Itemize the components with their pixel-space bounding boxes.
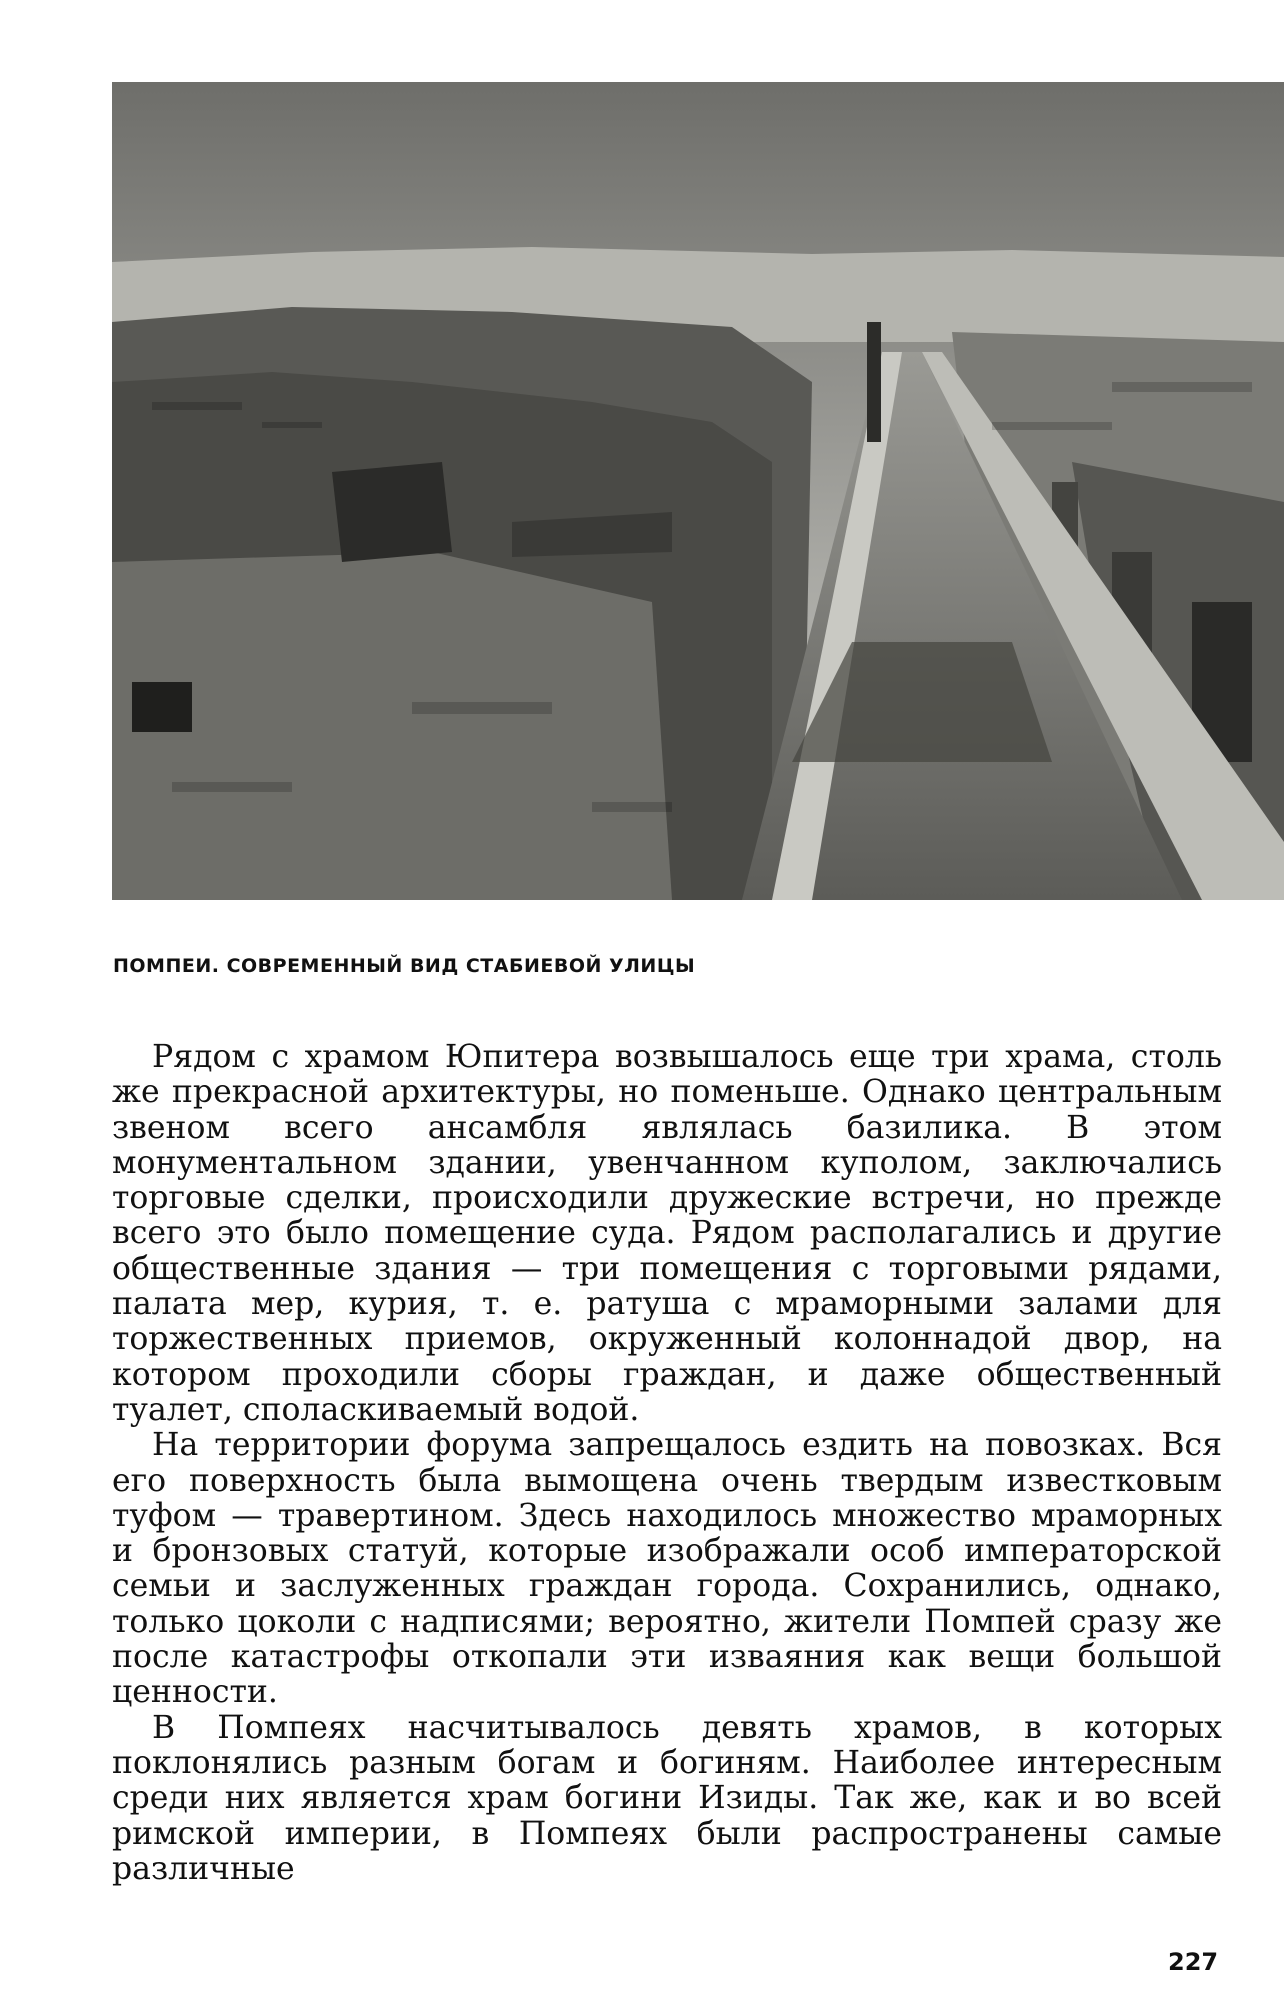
pompeii-street-photo xyxy=(112,82,1284,900)
body-text xyxy=(112,1040,1222,1887)
street-ruins-photo-icon xyxy=(112,82,1284,900)
paragraph: Рядом с храмом Юпитера возвышалось еще три храма, столь же прекрасной архитектуры, но поменьше. Однако центральным звеном всего ансамбля являлась базилика. В этом монументальном здании, увенчанном куполом, заключались торговые сделки, происходили дружеские встречи, но прежде всего это было помещение суда. Рядом располагались и другие общественные здания — три помещения с торговыми рядами, палата мер, курия, т. е. ратуша с мраморными залами для торжественных приемов, окруженный колоннадой двор, на котором проходили сборы граждан, и даже общественный туалет, споласкиваемый водой. xyxy=(112,1039,1222,1428)
photo-caption: ПОМПЕИ. СОВРЕМЕННЫЙ ВИД СТАБИЕВОЙ УЛИЦЫ xyxy=(113,955,696,977)
paragraph: На территории форума запрещалось ездить на повозках. Вся его поверхность была вымощена очень твердым известковым туфом — травертином. Здесь находилось множество мраморных и бронзовых статуй, которые изображали особ императорской семьи и заслуженных граждан города. Сохранились, однако, только цоколи с надписями; вероятно, жители Помпей сразу же после катастрофы откопали эти изваяния как вещи большой ценности. xyxy=(112,1427,1222,1711)
paragraph: В Помпеях насчитывалось девять храмов, в которых поклонялись разным богам и богиням. Наиболее интересным среди них является храм богини Изиды. Так же, как и во всей римской империи, в Помпеях были распространены самые различные xyxy=(112,1709,1222,1887)
page-number: 227 xyxy=(1168,1948,1219,1976)
